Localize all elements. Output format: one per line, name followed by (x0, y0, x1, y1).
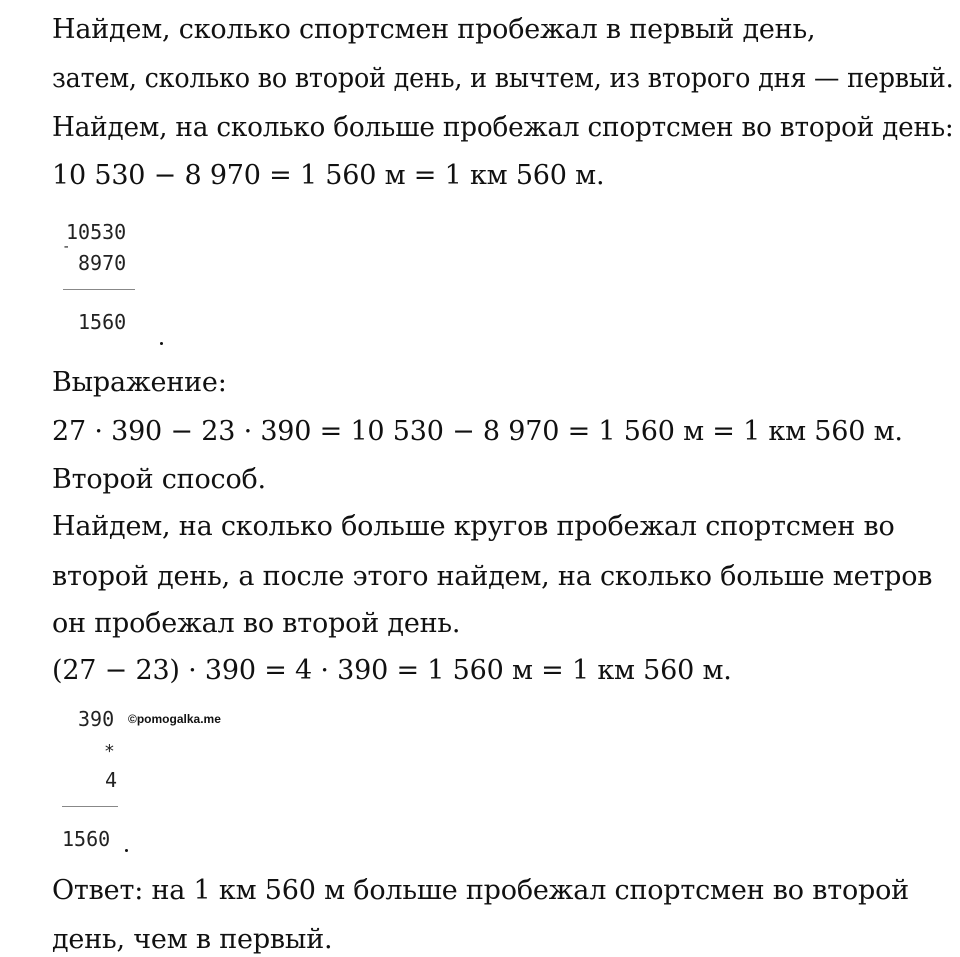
multiplication-result: 1560 (62, 827, 111, 851)
multiplication-multiplicand: 390 (78, 707, 115, 731)
subtraction-result: 1560 (78, 310, 127, 334)
equation-line-1: 10 530 − 8 970 = 1 560 м = 1 км 560 м. (52, 160, 605, 191)
answer-line-2: день, чем в первый. (52, 924, 333, 955)
subtraction-minuend: 10530 (66, 220, 127, 244)
period-dot (125, 849, 128, 852)
expression-heading: Выражение: (52, 367, 227, 398)
expression-line: 27 · 390 − 23 · 390 = 10 530 − 8 970 = 1 560 м = 1 км 560 м. (52, 416, 903, 447)
period-dot (160, 342, 163, 345)
watermark-text: ©pomogalka.me (128, 712, 221, 726)
subtraction-sign: - (62, 239, 71, 255)
text-line-5: второй день, а после этого найдем, на сколько больше метров (52, 561, 933, 592)
multiplication-multiplier: 4 (105, 768, 118, 792)
subtraction-subtrahend: 8970 (78, 251, 127, 275)
text-line-3: Найдем, на сколько больше пробежал спортсмен во второй день: (52, 112, 954, 143)
multiplication-sign: * (104, 741, 115, 762)
multiplication-rule (62, 806, 118, 807)
text-line-2: затем, сколько во второй день, и вычтем, из второго дня — первый. (52, 63, 954, 94)
text-line-6: он пробежал во второй день. (52, 608, 461, 639)
subtraction-rule (63, 289, 135, 290)
equation-line-2: (27 − 23) · 390 = 4 · 390 = 1 560 м = 1 км 560 м. (52, 655, 732, 686)
text-line-1: Найдем, сколько спортсмен пробежал в первый день, (52, 14, 816, 45)
second-method-heading: Второй способ. (52, 464, 266, 495)
text-line-4: Найдем, на сколько больше кругов пробежал спортсмен во (52, 511, 895, 542)
answer-line-1: Ответ: на 1 км 560 м больше пробежал спортсмен во второй (52, 875, 909, 906)
